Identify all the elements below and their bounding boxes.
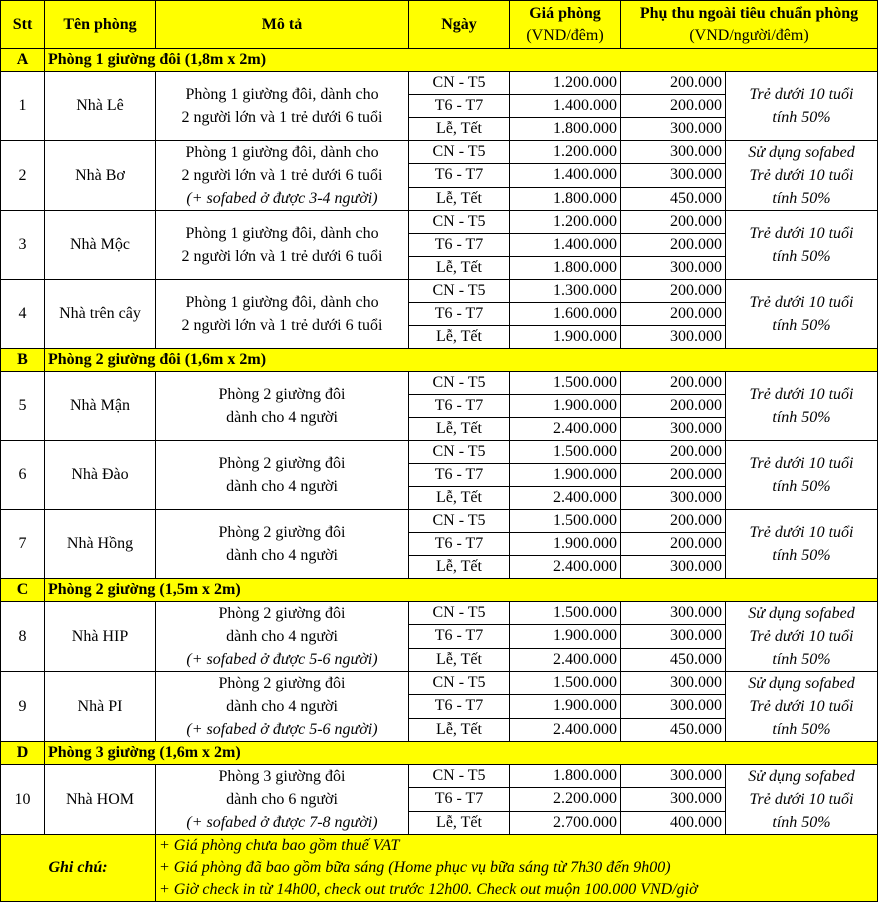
room-stt: 2 xyxy=(1,141,45,211)
room-description xyxy=(156,672,409,742)
surcharge-note xyxy=(726,672,878,742)
table-row xyxy=(1,510,878,533)
day-type: CN - T5 xyxy=(409,602,510,625)
sofabed-note: (+ sofabed ở được 3-4 người) xyxy=(186,190,378,207)
surcharge-note-line: Trẻ dưới 10 tuổi xyxy=(749,455,854,472)
day-type: T6 - T7 xyxy=(409,788,510,811)
section-letter: C xyxy=(1,579,45,602)
table-row xyxy=(1,280,878,303)
description-line: Phòng 3 giường đôi xyxy=(218,768,346,785)
surcharge-note-line: Trẻ dưới 10 tuổi xyxy=(749,524,854,541)
room-price: 1.600.000 xyxy=(510,303,621,326)
surcharge-amount: 200.000 xyxy=(621,533,726,556)
table-row xyxy=(1,372,878,395)
description-line: Phòng 2 giường đôi xyxy=(218,605,346,622)
room-stt: 8 xyxy=(1,602,45,672)
room-stt: 7 xyxy=(1,510,45,579)
section-title: Phòng 1 giường đôi (1,8m x 2m) xyxy=(45,49,878,72)
surcharge-amount: 300.000 xyxy=(621,765,726,788)
section-header-row xyxy=(1,349,878,372)
day-type: CN - T5 xyxy=(409,765,510,788)
section-letter: A xyxy=(1,49,45,72)
room-description xyxy=(156,510,409,579)
surcharge-amount: 300.000 xyxy=(621,625,726,648)
day-type: T6 - T7 xyxy=(409,533,510,556)
surcharge-note-line: tính 50% xyxy=(772,190,831,207)
section-title: Phòng 3 giường (1,6m x 2m) xyxy=(45,742,878,765)
description-line: 2 người lớn và 1 trẻ dưới 6 tuổi xyxy=(181,317,383,334)
surcharge-note xyxy=(726,372,878,441)
surcharge-note-line: tính 50% xyxy=(772,651,831,668)
notes-row xyxy=(1,835,878,902)
room-stt: 3 xyxy=(1,211,45,280)
day-type: Lễ, Tết xyxy=(409,118,510,141)
surcharge-amount: 300.000 xyxy=(621,257,726,280)
room-name: Nhà Mộc xyxy=(45,211,156,280)
description-line: dành cho 4 người xyxy=(226,628,338,645)
surcharge-note-line: Trẻ dưới 10 tuổi xyxy=(749,698,854,715)
room-price: 2.400.000 xyxy=(510,648,621,671)
surcharge-note-line: Sử dụng sofabed xyxy=(748,605,855,622)
day-type: Lễ, Tết xyxy=(409,556,510,579)
room-price: 1.400.000 xyxy=(510,164,621,187)
day-type: T6 - T7 xyxy=(409,464,510,487)
description-line: dành cho 4 người xyxy=(226,547,338,564)
section-header-row xyxy=(1,49,878,72)
header-surcharge-unit: (VND/người/đêm) xyxy=(689,26,809,44)
description-line: dành cho 6 người xyxy=(226,791,338,808)
description-line: Phòng 1 giường đôi, dành cho xyxy=(185,294,379,311)
surcharge-note-line: tính 50% xyxy=(772,317,831,334)
header-price xyxy=(510,1,621,49)
surcharge-note-line: Trẻ dưới 10 tuổi xyxy=(749,167,854,184)
room-price: 1.900.000 xyxy=(510,533,621,556)
surcharge-note-line: tính 50% xyxy=(772,721,831,738)
room-price: 1.300.000 xyxy=(510,280,621,303)
surcharge-note-line: tính 50% xyxy=(772,814,831,831)
header-surcharge xyxy=(621,1,878,49)
surcharge-amount: 200.000 xyxy=(621,464,726,487)
surcharge-amount: 200.000 xyxy=(621,441,726,464)
header-price-label: Giá phòng xyxy=(529,4,601,22)
surcharge-amount: 300.000 xyxy=(621,118,726,141)
room-description xyxy=(156,72,409,141)
surcharge-note xyxy=(726,141,878,211)
day-type: Lễ, Tết xyxy=(409,811,510,834)
room-price: 1.800.000 xyxy=(510,187,621,210)
day-type: CN - T5 xyxy=(409,211,510,234)
room-name: Nhà PI xyxy=(45,672,156,742)
surcharge-amount: 200.000 xyxy=(621,510,726,533)
day-type: T6 - T7 xyxy=(409,164,510,187)
room-name: Nhà HIP xyxy=(45,602,156,672)
section-letter: D xyxy=(1,742,45,765)
surcharge-amount: 300.000 xyxy=(621,141,726,164)
day-type: T6 - T7 xyxy=(409,303,510,326)
room-price: 2.700.000 xyxy=(510,811,621,834)
room-price: 1.900.000 xyxy=(510,695,621,718)
room-price: 1.900.000 xyxy=(510,326,621,349)
room-price: 1.900.000 xyxy=(510,395,621,418)
description-line: Phòng 1 giường đôi, dành cho xyxy=(185,144,379,161)
surcharge-amount: 200.000 xyxy=(621,303,726,326)
room-price: 1.500.000 xyxy=(510,602,621,625)
room-stt: 4 xyxy=(1,280,45,349)
surcharge-note xyxy=(726,72,878,141)
room-name: Nhà HOM xyxy=(45,765,156,835)
day-type: T6 - T7 xyxy=(409,234,510,257)
room-price: 1.200.000 xyxy=(510,72,621,95)
description-line: Phòng 2 giường đôi xyxy=(218,524,346,541)
description-line: Phòng 1 giường đôi, dành cho xyxy=(185,225,379,242)
surcharge-note-line: Trẻ dưới 10 tuổi xyxy=(749,225,854,242)
surcharge-note-line: Sử dụng sofabed xyxy=(748,675,855,692)
surcharge-note-line: Trẻ dưới 10 tuổi xyxy=(749,628,854,645)
day-type: CN - T5 xyxy=(409,141,510,164)
header-room-name: Tên phòng xyxy=(45,1,156,49)
notes-body xyxy=(156,835,878,902)
room-price: 1.900.000 xyxy=(510,625,621,648)
surcharge-amount: 200.000 xyxy=(621,372,726,395)
surcharge-note xyxy=(726,280,878,349)
surcharge-note-line: tính 50% xyxy=(772,547,831,564)
sofabed-note: (+ sofabed ở được 5-6 người) xyxy=(186,721,378,738)
room-description xyxy=(156,372,409,441)
description-line: 2 người lớn và 1 trẻ dưới 6 tuổi xyxy=(181,109,383,126)
room-description xyxy=(156,141,409,211)
surcharge-note-line: Sử dụng sofabed xyxy=(748,768,855,785)
notes-label: Ghi chú: xyxy=(1,835,156,902)
surcharge-amount: 300.000 xyxy=(621,556,726,579)
day-type: T6 - T7 xyxy=(409,695,510,718)
description-line: Phòng 2 giường đôi xyxy=(218,386,346,403)
room-name: Nhà trên cây xyxy=(45,280,156,349)
surcharge-amount: 400.000 xyxy=(621,811,726,834)
surcharge-amount: 200.000 xyxy=(621,234,726,257)
note-line: + Giá phòng đã bao gồm bữa sáng (Home phục vụ bữa sáng từ 7h30 đến 9h00) xyxy=(159,859,671,876)
surcharge-amount: 300.000 xyxy=(621,672,726,695)
surcharge-amount: 300.000 xyxy=(621,164,726,187)
day-type: CN - T5 xyxy=(409,441,510,464)
day-type: Lễ, Tết xyxy=(409,326,510,349)
table-row xyxy=(1,72,878,95)
surcharge-note-line: Sử dụng sofabed xyxy=(748,144,855,161)
room-price: 1.800.000 xyxy=(510,765,621,788)
room-description xyxy=(156,441,409,510)
room-name: Nhà Hồng xyxy=(45,510,156,579)
surcharge-amount: 300.000 xyxy=(621,326,726,349)
room-stt: 5 xyxy=(1,372,45,441)
section-title: Phòng 2 giường đôi (1,6m x 2m) xyxy=(45,349,878,372)
day-type: CN - T5 xyxy=(409,510,510,533)
day-type: Lễ, Tết xyxy=(409,257,510,280)
room-price: 1.500.000 xyxy=(510,672,621,695)
table-row xyxy=(1,672,878,695)
surcharge-note-line: tính 50% xyxy=(772,409,831,426)
room-price: 2.400.000 xyxy=(510,487,621,510)
note-line: + Giờ check in từ 14h00, check out trước 12h00. Check out muộn 100.000 VND/giờ xyxy=(159,881,698,898)
surcharge-amount: 200.000 xyxy=(621,280,726,303)
surcharge-note-line: Trẻ dưới 10 tuổi xyxy=(749,294,854,311)
surcharge-amount: 200.000 xyxy=(621,211,726,234)
surcharge-note-line: Trẻ dưới 10 tuổi xyxy=(749,791,854,808)
day-type: Lễ, Tết xyxy=(409,718,510,741)
table-row xyxy=(1,441,878,464)
room-price: 1.200.000 xyxy=(510,141,621,164)
day-type: CN - T5 xyxy=(409,372,510,395)
room-price: 2.200.000 xyxy=(510,788,621,811)
table-header-row xyxy=(1,1,878,49)
room-price: 1.500.000 xyxy=(510,372,621,395)
header-description: Mô tả xyxy=(156,1,409,49)
surcharge-amount: 300.000 xyxy=(621,788,726,811)
surcharge-amount: 200.000 xyxy=(621,395,726,418)
room-price: 1.400.000 xyxy=(510,95,621,118)
room-price: 2.400.000 xyxy=(510,418,621,441)
table-row xyxy=(1,211,878,234)
section-title: Phòng 2 giường (1,5m x 2m) xyxy=(45,579,878,602)
surcharge-note-line: Trẻ dưới 10 tuổi xyxy=(749,386,854,403)
description-line: Phòng 2 giường đôi xyxy=(218,455,346,472)
day-type: Lễ, Tết xyxy=(409,487,510,510)
table-body xyxy=(1,49,878,835)
surcharge-amount: 200.000 xyxy=(621,95,726,118)
day-type: T6 - T7 xyxy=(409,95,510,118)
surcharge-note-line: Trẻ dưới 10 tuổi xyxy=(749,86,854,103)
description-line: 2 người lớn và 1 trẻ dưới 6 tuổi xyxy=(181,167,383,184)
room-price: 2.400.000 xyxy=(510,556,621,579)
table-row xyxy=(1,141,878,164)
sofabed-note: (+ sofabed ở được 5-6 người) xyxy=(186,651,378,668)
section-letter: B xyxy=(1,349,45,372)
header-surcharge-label: Phụ thu ngoài tiêu chuẩn phòng xyxy=(639,4,859,22)
day-type: CN - T5 xyxy=(409,72,510,95)
room-name: Nhà Đào xyxy=(45,441,156,510)
surcharge-note-line: tính 50% xyxy=(772,109,831,126)
room-name: Nhà Bơ xyxy=(45,141,156,211)
surcharge-amount: 300.000 xyxy=(621,418,726,441)
surcharge-amount: 200.000 xyxy=(621,72,726,95)
room-price: 1.800.000 xyxy=(510,118,621,141)
description-line: dành cho 4 người xyxy=(226,698,338,715)
surcharge-note xyxy=(726,441,878,510)
surcharge-amount: 450.000 xyxy=(621,187,726,210)
surcharge-amount: 450.000 xyxy=(621,718,726,741)
sofabed-note: (+ sofabed ở được 7-8 người) xyxy=(186,814,378,831)
surcharge-note-line: tính 50% xyxy=(772,478,831,495)
room-price: 2.400.000 xyxy=(510,718,621,741)
room-description xyxy=(156,280,409,349)
section-header-row xyxy=(1,742,878,765)
room-name: Nhà Mận xyxy=(45,372,156,441)
room-description xyxy=(156,765,409,835)
surcharge-note xyxy=(726,510,878,579)
table-row xyxy=(1,602,878,625)
surcharge-note xyxy=(726,765,878,835)
room-price: 1.200.000 xyxy=(510,211,621,234)
description-line: Phòng 2 giường đôi xyxy=(218,675,346,692)
room-price: 1.500.000 xyxy=(510,441,621,464)
room-stt: 10 xyxy=(1,765,45,835)
surcharge-note xyxy=(726,602,878,672)
header-price-unit: (VND/đêm) xyxy=(526,26,604,44)
day-type: CN - T5 xyxy=(409,672,510,695)
room-stt: 9 xyxy=(1,672,45,742)
surcharge-amount: 300.000 xyxy=(621,602,726,625)
room-stt: 6 xyxy=(1,441,45,510)
room-name: Nhà Lê xyxy=(45,72,156,141)
day-type: T6 - T7 xyxy=(409,625,510,648)
surcharge-amount: 300.000 xyxy=(621,695,726,718)
surcharge-amount: 450.000 xyxy=(621,648,726,671)
table-row xyxy=(1,765,878,788)
day-type: Lễ, Tết xyxy=(409,648,510,671)
day-type: Lễ, Tết xyxy=(409,187,510,210)
description-line: Phòng 1 giường đôi, dành cho xyxy=(185,86,379,103)
day-type: Lễ, Tết xyxy=(409,418,510,441)
surcharge-note xyxy=(726,211,878,280)
room-price: 1.500.000 xyxy=(510,510,621,533)
room-description xyxy=(156,602,409,672)
room-price: 1.900.000 xyxy=(510,464,621,487)
room-price: 1.800.000 xyxy=(510,257,621,280)
day-type: CN - T5 xyxy=(409,280,510,303)
surcharge-note-line: tính 50% xyxy=(772,248,831,265)
surcharge-amount: 300.000 xyxy=(621,487,726,510)
room-price: 1.400.000 xyxy=(510,234,621,257)
header-day: Ngày xyxy=(409,1,510,49)
note-line: + Giá phòng chưa bao gồm thuế VAT xyxy=(159,837,400,854)
day-type: T6 - T7 xyxy=(409,395,510,418)
header-stt: Stt xyxy=(1,1,45,49)
description-line: dành cho 4 người xyxy=(226,478,338,495)
room-description xyxy=(156,211,409,280)
room-stt: 1 xyxy=(1,72,45,141)
section-header-row xyxy=(1,579,878,602)
description-line: dành cho 4 người xyxy=(226,409,338,426)
description-line: 2 người lớn và 1 trẻ dưới 6 tuổi xyxy=(181,248,383,265)
